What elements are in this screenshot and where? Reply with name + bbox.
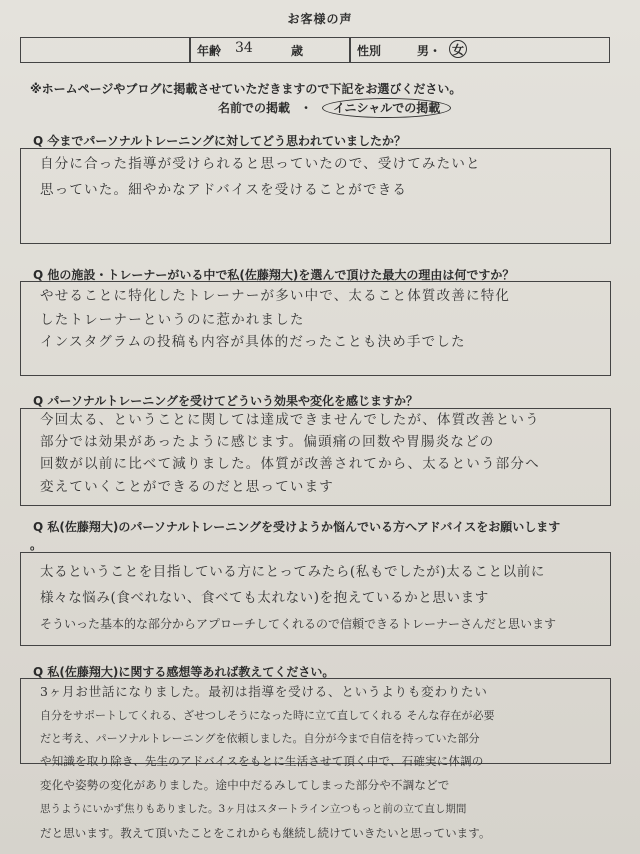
answer-4-line-1: 太るということを目指している方にとってみたら(私もでしたが)太ること以前に — [40, 564, 545, 580]
sex-option-male: 男・ — [417, 44, 442, 58]
answer-5-line-3: だと考え、パーソナルトレーニングを依頼しました。自分が今まで自信を持っていた部分 — [40, 732, 480, 745]
question-2: Q 他の施設・トレーナーがいる中で私(佐藤翔大)を選んで頂けた最大の理由は何ですか？ — [33, 268, 515, 282]
answer-3-line-2: 部分では効果があったように感じます。偏頭痛の回数や胃腸炎などの — [40, 434, 495, 450]
sex-label: 性別 — [357, 44, 382, 58]
answer-4-line-2: 様々な悩み(食べれない、食べても太れない)を抱えているかと思います — [40, 590, 489, 606]
answer-3-line-4: 変えていくことができるのだと思っています — [40, 479, 334, 495]
age-value: 34 — [235, 40, 253, 56]
answer-5-line-1: 3ヶ月お世話になりました。最初は指導を受ける、というよりも変わりたい — [40, 684, 488, 699]
question-4: Q 私(佐藤翔大)のパーソナルトレーニングを受けようか悩んでいる方へアドバイスをお願いします — [33, 520, 561, 534]
question-5: Q 私(佐藤翔大)に関する感想等あれば教えてください。 — [33, 665, 335, 679]
answer-5-line-7: だと思います。教えて頂いたことをこれからも継続し続けていきたいと思っています。 — [40, 826, 491, 840]
answer-5-line-2: 自分をサポートしてくれる、ざせつしそうになった時に立て直してくれる そんな存在が必要 — [40, 709, 495, 722]
answer-5-line-6: 思うようにいかず焦りもありました。3ヶ月はスタートライン立つもっと前の立て直し期間 — [40, 803, 467, 815]
answer-2-line-2: したトレーナーというのに惹かれました — [40, 312, 305, 328]
option-real-name: 名前での掲載 — [218, 101, 291, 115]
option-separator: ・ — [300, 101, 313, 115]
publication-options — [218, 99, 451, 116]
divider — [189, 38, 191, 62]
answer-5-line-5: 変化や姿勢の変化がありました。途中中だるみしてしまった部分や不調などで — [40, 778, 450, 792]
question-4-continuation: 。 — [30, 538, 43, 552]
answer-1-line-2: 思っていた。細やかなアドバイスを受けることができる — [40, 182, 408, 198]
age-label: 年齢 — [197, 44, 222, 58]
question-3: Q パーソナルトレーニングを受けてどういう効果や変化を感じますか？ — [33, 394, 419, 408]
answer-2-line-1: やせることに特化したトレーナーが多い中で、太ること体質改善に特化 — [40, 288, 511, 304]
answer-3-line-3: 回数が以前に比べて減りました。体質が改善されてから、太るという部分へ — [40, 456, 540, 472]
answer-1-line-1: 自分に合った指導が受けられると思っていたので、受けてみたいと — [40, 156, 481, 172]
option-initial-circled: イニシャルでの掲載 — [322, 98, 451, 118]
answer-2-line-3: インスタグラムの投稿も内容が具体的だったことも決め手でした — [40, 334, 466, 350]
answer-4-line-3: そういった基本的な部分からアプローチしてくれるので信頼できるトレーナーさんだと思います — [40, 617, 557, 631]
answer-5-line-4: や知識を取り除き、先生のアドバイスをもとに生活させて頂く中で、石確実に体調の — [40, 754, 484, 768]
page-title: お客様の声 — [287, 12, 353, 26]
age-unit: 歳 — [291, 44, 304, 58]
profile-info-box — [20, 37, 610, 63]
publication-notice: ※ホームページやブログに掲載させていただきますので下記をお選びください。 — [30, 82, 462, 96]
divider — [349, 38, 351, 62]
answer-3-line-1: 今回太る、ということに関しては達成できませんでしたが、体質改善という — [40, 412, 540, 428]
sex-option-female-circled: 女 — [449, 40, 467, 58]
question-1: Q 今までパーソナルトレーニングに対してどう思われていましたか？ — [33, 134, 407, 148]
